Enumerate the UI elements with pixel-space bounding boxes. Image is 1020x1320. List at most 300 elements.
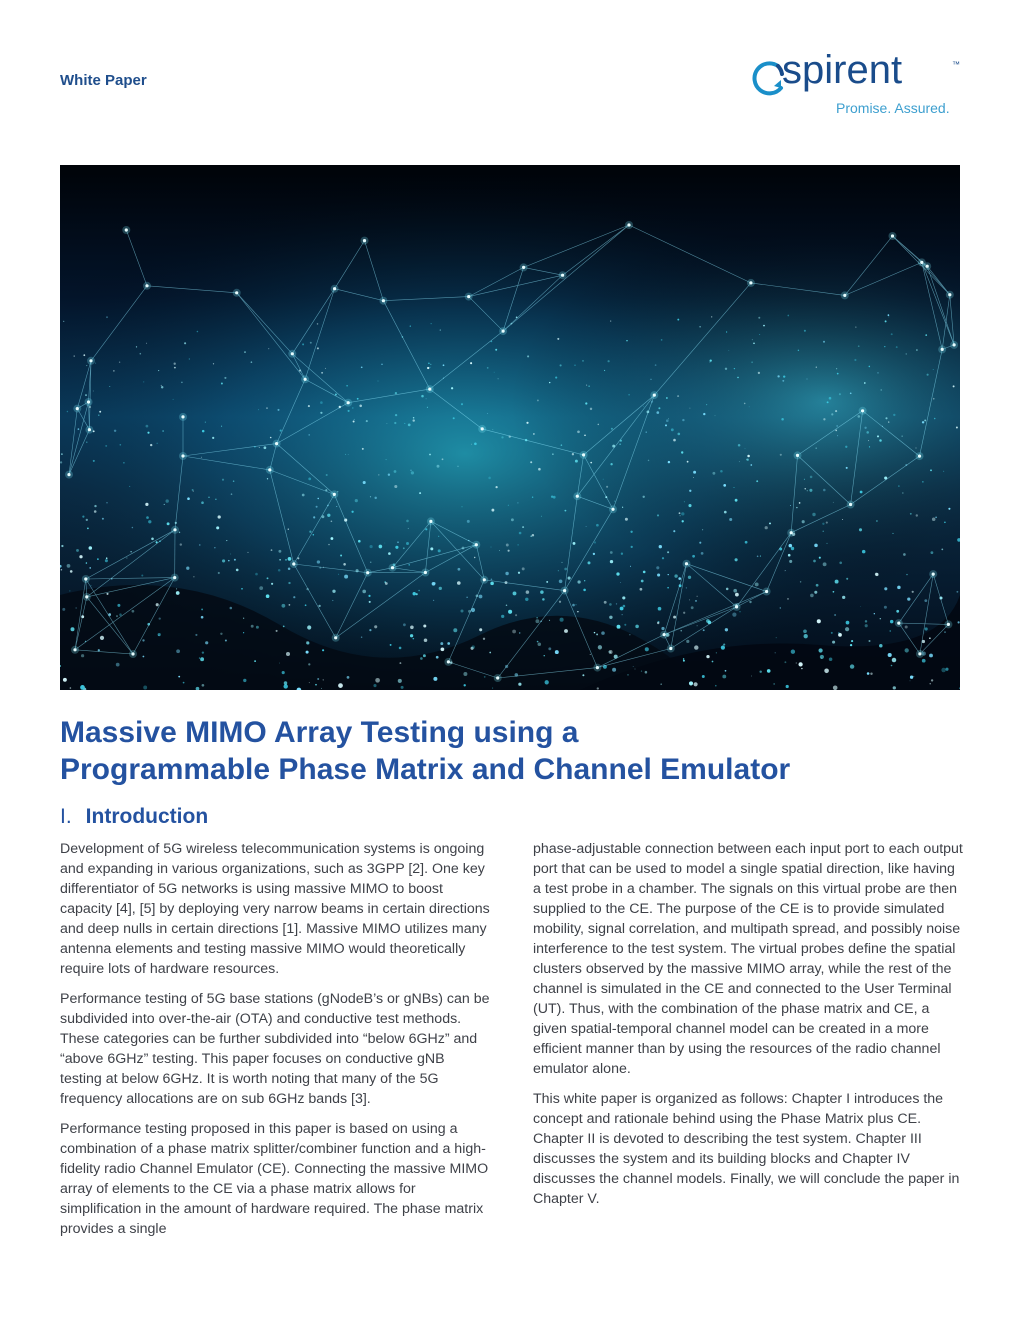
city-light xyxy=(819,557,821,559)
city-light xyxy=(79,555,82,558)
section-number: I. xyxy=(60,805,72,828)
city-light xyxy=(423,624,426,627)
city-light xyxy=(130,551,131,552)
city-light xyxy=(471,444,472,445)
city-light xyxy=(78,428,80,430)
city-light xyxy=(941,548,943,550)
city-light xyxy=(703,413,705,415)
city-light xyxy=(86,442,87,443)
city-light xyxy=(749,601,751,603)
city-light xyxy=(720,470,723,473)
city-light xyxy=(905,625,908,628)
city-light xyxy=(67,564,71,568)
city-light xyxy=(673,439,676,442)
city-light xyxy=(234,559,236,561)
city-light xyxy=(179,532,180,533)
city-light xyxy=(869,446,870,447)
city-light xyxy=(187,497,190,500)
city-light xyxy=(440,642,443,645)
logo-wordmark: spirent xyxy=(782,48,903,92)
city-light xyxy=(702,675,705,678)
city-light xyxy=(277,409,279,411)
city-light xyxy=(388,474,390,476)
city-light xyxy=(604,370,605,371)
network-node xyxy=(611,508,614,511)
city-light xyxy=(945,668,948,671)
city-light xyxy=(622,596,625,599)
city-light xyxy=(892,533,893,534)
city-light xyxy=(884,587,887,590)
city-light xyxy=(891,665,893,667)
city-light xyxy=(804,330,806,332)
city-light xyxy=(712,661,714,663)
city-light xyxy=(628,394,630,396)
city-light xyxy=(745,541,748,544)
network-node xyxy=(181,454,184,457)
city-light xyxy=(582,360,583,361)
city-light xyxy=(641,671,642,672)
city-light xyxy=(488,477,491,480)
network-node xyxy=(483,578,486,581)
city-light xyxy=(657,573,660,576)
city-light xyxy=(922,421,924,423)
city-light xyxy=(694,645,698,649)
city-light xyxy=(438,549,441,552)
network-node xyxy=(347,401,350,404)
city-light xyxy=(226,540,227,541)
city-light xyxy=(851,640,853,642)
city-light xyxy=(723,644,725,646)
city-light xyxy=(320,401,323,404)
city-light xyxy=(943,471,944,472)
city-light xyxy=(525,598,528,601)
city-light xyxy=(193,491,194,492)
city-light xyxy=(359,405,362,408)
city-light xyxy=(474,442,477,445)
city-light xyxy=(733,589,737,593)
city-light xyxy=(438,536,439,537)
city-light xyxy=(893,414,895,416)
city-light xyxy=(752,339,753,340)
city-light xyxy=(869,366,871,368)
city-light xyxy=(236,569,239,572)
city-light xyxy=(199,544,200,545)
city-light xyxy=(74,355,75,356)
city-light xyxy=(501,615,504,618)
city-light xyxy=(575,604,576,605)
city-light xyxy=(868,640,870,642)
city-light xyxy=(499,550,500,551)
city-light xyxy=(413,419,415,421)
city-light xyxy=(231,493,233,495)
city-light xyxy=(782,380,784,382)
city-light xyxy=(302,494,305,497)
city-light xyxy=(76,608,77,609)
city-light xyxy=(590,654,591,655)
city-light xyxy=(564,510,566,512)
city-light xyxy=(896,346,898,348)
city-light xyxy=(826,522,828,524)
city-light xyxy=(308,663,310,665)
city-light xyxy=(306,651,309,654)
city-light xyxy=(715,685,717,687)
city-light xyxy=(562,562,563,563)
city-light xyxy=(193,576,194,577)
city-light xyxy=(162,430,164,432)
city-light xyxy=(501,436,503,438)
city-light xyxy=(184,342,186,344)
city-light xyxy=(656,566,659,569)
city-light xyxy=(679,512,681,514)
city-light xyxy=(224,377,226,379)
city-light xyxy=(495,349,497,351)
city-light xyxy=(568,577,571,580)
city-light xyxy=(725,628,728,631)
city-light xyxy=(606,486,608,488)
city-light xyxy=(738,444,741,447)
city-light xyxy=(865,624,868,627)
city-light xyxy=(145,503,148,506)
network-node xyxy=(627,223,630,226)
city-light xyxy=(751,361,753,363)
city-light xyxy=(701,552,704,555)
paragraph: This white paper is organized as follows: Chapter I introduces the concept and rationale behind using the Phase Matrix plus CE. Chapter II is devoted to describing the test system. Chapter III discusses the system and its building blocks and Chapter IV discusses the channel models. Finally, we will conclude the paper in Chapter V. xyxy=(533,1091,960,1207)
city-light xyxy=(630,531,632,533)
city-light xyxy=(453,628,457,632)
city-light xyxy=(876,520,878,522)
city-light xyxy=(785,570,786,571)
city-light xyxy=(161,386,163,388)
city-light xyxy=(583,589,586,592)
city-light xyxy=(522,526,524,528)
city-light xyxy=(436,656,439,659)
city-light xyxy=(791,650,795,654)
city-light xyxy=(611,428,613,430)
city-light xyxy=(80,685,85,690)
city-light xyxy=(877,435,879,437)
city-light xyxy=(437,465,440,468)
city-light xyxy=(744,403,746,405)
city-light xyxy=(89,546,93,550)
city-light xyxy=(527,355,529,357)
city-light xyxy=(683,660,685,662)
city-light xyxy=(201,616,204,619)
city-light xyxy=(712,472,715,475)
city-light xyxy=(117,604,120,607)
network-node xyxy=(235,291,238,294)
city-light xyxy=(381,364,382,365)
city-light xyxy=(202,651,204,653)
city-light xyxy=(394,470,397,473)
city-light xyxy=(180,543,182,545)
city-light xyxy=(594,632,596,634)
city-light xyxy=(667,587,669,589)
city-light xyxy=(533,433,534,434)
city-light xyxy=(408,564,409,565)
city-light xyxy=(668,574,669,575)
city-light xyxy=(689,681,693,685)
city-light xyxy=(747,455,750,458)
city-light xyxy=(427,367,429,369)
city-light xyxy=(362,590,366,594)
network-node xyxy=(596,666,599,669)
network-node xyxy=(947,623,950,626)
city-light xyxy=(922,481,923,482)
city-light xyxy=(338,574,339,575)
city-light xyxy=(584,434,586,436)
city-light xyxy=(677,433,680,436)
city-light xyxy=(458,568,461,571)
city-light xyxy=(408,528,409,529)
city-light xyxy=(447,642,450,645)
city-light xyxy=(394,422,396,424)
city-light xyxy=(810,594,814,598)
city-light xyxy=(506,544,509,547)
paragraph: Performance testing proposed in this paper is based on using a combination of a phase matrix splitter/combiner function and a high-fidelity radio Channel Emulator (CE). Connecting the massive MIMO array of elements to the CE via a phase matrix allows for simplification in the amount of hardware required. The phase matrix provides a single xyxy=(60,1121,489,1237)
city-light xyxy=(809,489,812,492)
city-light xyxy=(532,496,533,497)
city-light xyxy=(285,559,287,561)
city-light xyxy=(286,652,290,656)
city-light xyxy=(271,549,273,551)
city-light xyxy=(327,514,330,517)
city-light xyxy=(369,601,371,603)
city-light xyxy=(609,616,612,619)
city-light xyxy=(343,563,346,566)
city-light xyxy=(831,632,833,634)
city-light xyxy=(388,552,391,555)
city-light xyxy=(790,505,791,506)
city-light xyxy=(370,496,371,497)
city-light xyxy=(635,669,636,670)
network-node xyxy=(496,676,499,679)
city-light xyxy=(430,547,433,550)
city-light xyxy=(609,650,613,654)
city-light xyxy=(552,453,553,454)
city-light xyxy=(363,481,366,484)
city-light xyxy=(464,684,466,686)
city-light xyxy=(796,507,797,508)
city-light xyxy=(781,418,784,421)
city-light xyxy=(86,562,88,564)
city-light xyxy=(310,342,312,344)
city-light xyxy=(98,415,99,416)
network-node xyxy=(561,274,564,277)
city-light xyxy=(888,653,892,657)
city-light xyxy=(399,662,401,664)
city-light xyxy=(558,570,559,571)
city-light xyxy=(86,519,88,521)
city-light xyxy=(308,405,310,407)
city-light xyxy=(241,588,243,590)
network-node xyxy=(292,562,295,565)
network-node xyxy=(334,636,337,639)
city-light xyxy=(555,377,557,379)
city-light xyxy=(693,471,696,474)
city-light xyxy=(288,582,290,584)
city-light xyxy=(890,620,893,623)
city-light xyxy=(549,382,550,383)
city-light xyxy=(271,583,273,585)
city-light xyxy=(426,398,427,399)
city-light xyxy=(854,359,856,361)
city-light xyxy=(693,477,694,478)
city-light xyxy=(433,600,434,601)
section-title: Introduction xyxy=(85,805,209,828)
network-node xyxy=(953,343,956,346)
paragraph: Development of 5G wireless telecommunication systems is ongoing and expanding in various organizations, such as 3GPP [2]. One key differentiator of 5G networks is using massive MIMO to boost capacity [4], [5] by deploying very narrow beams in certain directions and deep nulls in certain directions [1]. Massive MIMO utilizes many antenna elements and testing massive MIMO would theoretically require lots of hardware resources. xyxy=(60,841,490,977)
city-light xyxy=(627,674,628,675)
network-node xyxy=(765,590,768,593)
spirent-logo xyxy=(748,48,968,122)
city-light xyxy=(577,580,580,583)
city-light xyxy=(306,641,309,644)
city-light xyxy=(332,590,335,593)
city-light xyxy=(308,434,310,436)
city-light xyxy=(140,353,142,355)
city-light xyxy=(328,544,329,545)
city-light xyxy=(681,451,683,453)
city-light xyxy=(548,647,551,650)
city-light xyxy=(645,647,649,651)
network-node xyxy=(291,352,294,355)
city-light xyxy=(202,684,205,687)
city-light xyxy=(924,419,926,421)
network-node xyxy=(333,493,336,496)
city-light xyxy=(267,478,268,479)
city-light xyxy=(907,597,910,600)
city-light xyxy=(309,682,310,683)
network-node xyxy=(861,409,864,412)
city-light xyxy=(221,426,222,427)
city-light xyxy=(758,372,760,374)
city-light xyxy=(823,562,827,566)
network-node xyxy=(918,455,921,458)
city-light xyxy=(893,686,896,689)
city-light xyxy=(517,502,518,503)
city-light xyxy=(684,501,685,502)
network-node xyxy=(920,261,923,264)
city-light xyxy=(321,372,323,374)
city-light xyxy=(535,619,539,623)
city-light xyxy=(823,489,826,492)
body-column-right xyxy=(533,839,963,1219)
city-light xyxy=(564,568,567,571)
city-light xyxy=(457,581,461,585)
city-light xyxy=(817,619,821,623)
city-light xyxy=(158,370,159,371)
city-light xyxy=(651,379,652,380)
city-light xyxy=(379,545,383,549)
city-light xyxy=(413,638,415,640)
city-light xyxy=(850,392,852,394)
city-light xyxy=(512,630,516,634)
city-light xyxy=(603,479,604,480)
city-light xyxy=(201,501,204,504)
city-light xyxy=(564,629,568,633)
city-light xyxy=(910,680,911,681)
city-light xyxy=(86,365,87,366)
city-light xyxy=(279,663,280,664)
city-light xyxy=(816,367,817,368)
city-light xyxy=(803,629,807,633)
city-light xyxy=(933,369,934,370)
city-light xyxy=(518,683,521,686)
city-light xyxy=(862,550,866,554)
city-light xyxy=(123,462,125,464)
city-light xyxy=(332,600,333,601)
paragraph: Performance testing of 5G base stations (gNodeB’s or gNBs) can be subdivided into over-the-air (OTA) and conductive test methods. These categories can be further subdivided into “below 6GHz” and “above 6GHz” testing. This paper focuses on conductive gNB testing at below 6GHz. It is worth noting that many of the 5G frequency allocations are on sub 6GHz bands [3]. xyxy=(60,991,490,1107)
city-light xyxy=(428,363,430,365)
city-light xyxy=(315,684,317,686)
city-light xyxy=(344,575,348,579)
city-light xyxy=(666,419,669,422)
city-light xyxy=(626,340,627,341)
city-light xyxy=(572,604,575,607)
city-light xyxy=(164,504,165,505)
page-title xyxy=(60,714,960,788)
city-light xyxy=(925,334,927,336)
city-light xyxy=(588,561,591,564)
city-light xyxy=(483,638,485,640)
city-light xyxy=(307,625,311,629)
city-light xyxy=(725,670,727,672)
city-light xyxy=(750,464,752,466)
title-line-2: Programmable Phase Matrix and Channel Emulator xyxy=(60,753,791,786)
hero-network-image xyxy=(60,165,960,690)
city-light xyxy=(673,530,675,532)
city-light xyxy=(814,544,818,548)
city-light xyxy=(375,678,380,683)
city-light xyxy=(879,644,883,648)
city-light xyxy=(411,471,414,474)
city-light xyxy=(200,657,204,661)
city-light xyxy=(932,518,936,522)
city-light xyxy=(620,607,624,611)
city-light xyxy=(835,410,837,412)
city-light xyxy=(330,537,333,540)
city-light xyxy=(549,620,550,621)
city-light xyxy=(692,555,695,558)
city-light xyxy=(151,537,154,540)
network-node xyxy=(576,495,579,498)
network-node xyxy=(275,442,278,445)
city-light xyxy=(491,509,494,512)
network-node xyxy=(429,520,432,523)
city-light xyxy=(519,632,520,633)
city-light xyxy=(178,676,180,678)
city-light xyxy=(233,480,235,482)
network-node xyxy=(67,473,70,476)
city-light xyxy=(142,639,144,641)
city-light xyxy=(143,686,147,690)
city-light xyxy=(596,633,598,635)
city-light xyxy=(682,419,684,421)
network-city-night-image xyxy=(60,165,960,690)
city-light xyxy=(258,409,259,410)
city-light xyxy=(256,626,259,629)
city-light xyxy=(176,649,180,653)
network-node xyxy=(481,427,484,430)
city-light xyxy=(689,490,691,492)
city-light xyxy=(829,397,832,400)
city-light xyxy=(97,558,99,560)
city-light xyxy=(259,447,260,448)
city-light xyxy=(813,560,816,563)
city-light xyxy=(753,342,755,344)
city-light xyxy=(142,656,144,658)
city-light xyxy=(865,620,867,622)
